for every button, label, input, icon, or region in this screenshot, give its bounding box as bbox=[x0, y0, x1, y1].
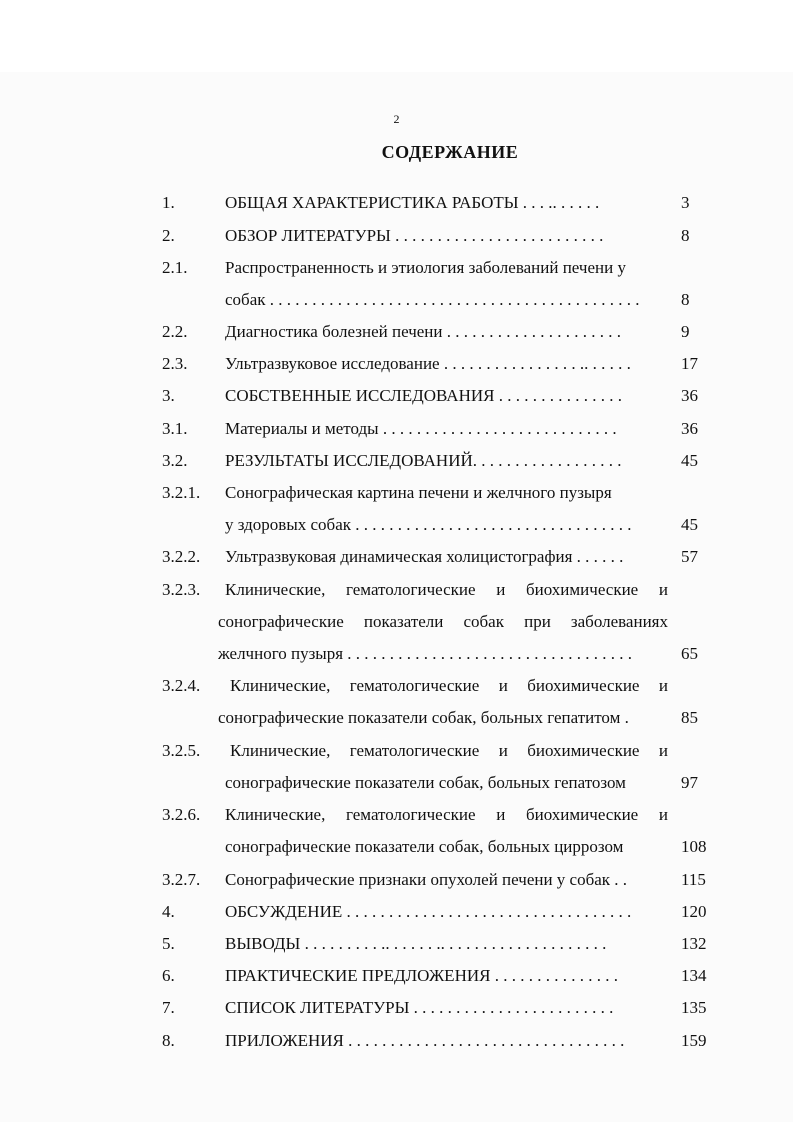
page-title: СОДЕРЖАНИЕ bbox=[381, 142, 519, 162]
toc-page: 8 bbox=[681, 290, 690, 309]
toc-row bbox=[0, 934, 793, 962]
toc-page: 8 bbox=[681, 226, 690, 245]
toc-entry-text: Ультразвуковая динамическая холицистография . . . . . . bbox=[225, 547, 624, 566]
toc-row bbox=[0, 741, 793, 769]
toc-page: 97 bbox=[681, 773, 698, 792]
toc-row bbox=[0, 580, 793, 608]
toc-row bbox=[0, 998, 793, 1026]
toc-entry-text: РЕЗУЛЬТАТЫ ИССЛЕДОВАНИЙ. . . . . . . . . . . . . . . . . . bbox=[225, 451, 622, 470]
toc-number: 3.2.6. bbox=[162, 805, 201, 824]
toc-page: 9 bbox=[681, 322, 690, 341]
toc-entry-text: Распространенность и этиология заболеваний печени у bbox=[225, 258, 626, 277]
toc-row bbox=[0, 290, 793, 318]
toc-page: 36 bbox=[681, 386, 698, 405]
toc-number: 3.2.4. bbox=[162, 676, 201, 695]
toc-row bbox=[0, 354, 793, 382]
toc-entry-text: ОБЗОР ЛИТЕРАТУРЫ . . . . . . . . . . . . . . . . . . . . . . . . . bbox=[225, 226, 604, 245]
toc-row bbox=[0, 226, 793, 254]
toc-entry-text: Клинические, гематологические и биохимические и bbox=[230, 741, 668, 760]
toc-entry-text: Ультразвуковое исследование . . . . . . . . . . . . . . . . .. . . . . . bbox=[225, 354, 631, 373]
toc-page: 17 bbox=[681, 354, 698, 373]
toc-page: 3 bbox=[681, 193, 690, 212]
toc-entry-text: Материалы и методы . . . . . . . . . . . . . . . . . . . . . . . . . . . . bbox=[225, 419, 617, 438]
toc-number: 2.1. bbox=[162, 258, 188, 277]
toc-entry-text: ПРАКТИЧЕСКИЕ ПРЕДЛОЖЕНИЯ . . . . . . . . . . . . . . . bbox=[225, 966, 618, 985]
toc-entry-text: собак . . . . . . . . . . . . . . . . . . . . . . . . . . . . . . . . . . . . . . . . . . . . bbox=[225, 290, 640, 309]
toc-page: 65 bbox=[681, 644, 698, 663]
toc-page: 132 bbox=[681, 934, 707, 953]
toc-page: 45 bbox=[681, 515, 698, 534]
toc-entry-text: ВЫВОДЫ . . . . . . . . . .. . . . . . .. . . . . . . . . . . . . . . . . . . . bbox=[225, 934, 607, 953]
toc-entry-text: СОБСТВЕННЫЕ ИССЛЕДОВАНИЯ . . . . . . . . . . . . . . . bbox=[225, 386, 622, 405]
toc-row bbox=[0, 258, 793, 286]
toc-entry-text: сонографические показатели собак, больных циррозом bbox=[225, 837, 624, 856]
toc-entry-text: ОБСУЖДЕНИЕ . . . . . . . . . . . . . . . . . . . . . . . . . . . . . . . . . . bbox=[225, 902, 632, 921]
toc-row bbox=[0, 483, 793, 511]
page-number: 2 bbox=[393, 112, 400, 126]
toc-number: 4. bbox=[162, 902, 175, 921]
toc-number: 8. bbox=[162, 1031, 175, 1050]
toc-number: 2. bbox=[162, 226, 175, 245]
toc-row bbox=[0, 322, 793, 350]
toc-number: 3.2.7. bbox=[162, 870, 201, 889]
toc-row bbox=[0, 805, 793, 833]
toc-page: 85 bbox=[681, 708, 698, 727]
toc-number: 3.2.3. bbox=[162, 580, 201, 599]
toc-entry-text: Клинические, гематологические и биохимические и bbox=[225, 805, 668, 824]
toc-page: 134 bbox=[681, 966, 707, 985]
toc-page: 135 bbox=[681, 998, 707, 1017]
toc-number: 3.2.2. bbox=[162, 547, 201, 566]
toc-entry-text: сонографические показатели собак, больных гепатитом . bbox=[218, 708, 629, 727]
toc-entry-text: сонографические показатели собак, больных гепатозом bbox=[225, 773, 626, 792]
toc-page: 159 bbox=[681, 1031, 707, 1050]
toc-row bbox=[0, 870, 793, 898]
toc-row bbox=[0, 515, 793, 543]
toc-entry-text: Сонографическая картина печени и желчного пузыря bbox=[225, 483, 612, 502]
toc-entry-text: у здоровых собак . . . . . . . . . . . . . . . . . . . . . . . . . . . . . . . . . bbox=[225, 515, 632, 534]
toc-number: 2.3. bbox=[162, 354, 188, 373]
toc-row bbox=[0, 837, 793, 865]
toc-row bbox=[0, 773, 793, 801]
toc-row bbox=[0, 676, 793, 704]
toc-row bbox=[0, 612, 793, 640]
toc-row bbox=[0, 451, 793, 479]
toc-row bbox=[0, 966, 793, 994]
toc-entry-text: Сонографические признаки опухолей печени у собак . . bbox=[225, 870, 628, 889]
toc-number: 3.2. bbox=[162, 451, 188, 470]
toc-number: 2.2. bbox=[162, 322, 188, 341]
toc-row bbox=[0, 419, 793, 447]
toc-number: 3.2.5. bbox=[162, 741, 201, 760]
toc-entry-text: ОБЩАЯ ХАРАКТЕРИСТИКА РАБОТЫ . . . .. . . . . . bbox=[225, 193, 600, 212]
toc-page: 45 bbox=[681, 451, 698, 470]
toc-row bbox=[0, 644, 793, 672]
toc-entry-text: Клинические, гематологические и биохимические и bbox=[225, 580, 668, 599]
toc-entry-text: СПИСОК ЛИТЕРАТУРЫ . . . . . . . . . . . . . . . . . . . . . . . . bbox=[225, 998, 614, 1017]
toc-page: 36 bbox=[681, 419, 698, 438]
toc-page: 115 bbox=[681, 870, 706, 889]
toc-number: 3. bbox=[162, 386, 175, 405]
toc-row bbox=[0, 1031, 793, 1059]
toc-entry-text: сонографические показатели собак при заболеваниях bbox=[218, 612, 668, 631]
toc-entry-text: Диагностика болезней печени . . . . . . . . . . . . . . . . . . . . . bbox=[225, 322, 621, 341]
toc-row bbox=[0, 708, 793, 736]
toc-row bbox=[0, 193, 793, 221]
toc-row bbox=[0, 386, 793, 414]
toc-row bbox=[0, 547, 793, 575]
toc-entry-text: ПРИЛОЖЕНИЯ . . . . . . . . . . . . . . . . . . . . . . . . . . . . . . . . . bbox=[225, 1031, 625, 1050]
toc-page: 108 bbox=[681, 837, 707, 856]
toc-page: 120 bbox=[681, 902, 707, 921]
toc-number: 3.2.1. bbox=[162, 483, 201, 502]
toc-entry-text: Клинические, гематологические и биохимические и bbox=[230, 676, 668, 695]
toc-number: 1. bbox=[162, 193, 175, 212]
toc-row bbox=[0, 902, 793, 930]
toc-number: 3.1. bbox=[162, 419, 188, 438]
toc-number: 5. bbox=[162, 934, 175, 953]
toc-entry-text: желчного пузыря . . . . . . . . . . . . . . . . . . . . . . . . . . . . . . . . . . bbox=[218, 644, 633, 663]
toc-page: 57 bbox=[681, 547, 698, 566]
toc-number: 7. bbox=[162, 998, 175, 1017]
toc-number: 6. bbox=[162, 966, 175, 985]
